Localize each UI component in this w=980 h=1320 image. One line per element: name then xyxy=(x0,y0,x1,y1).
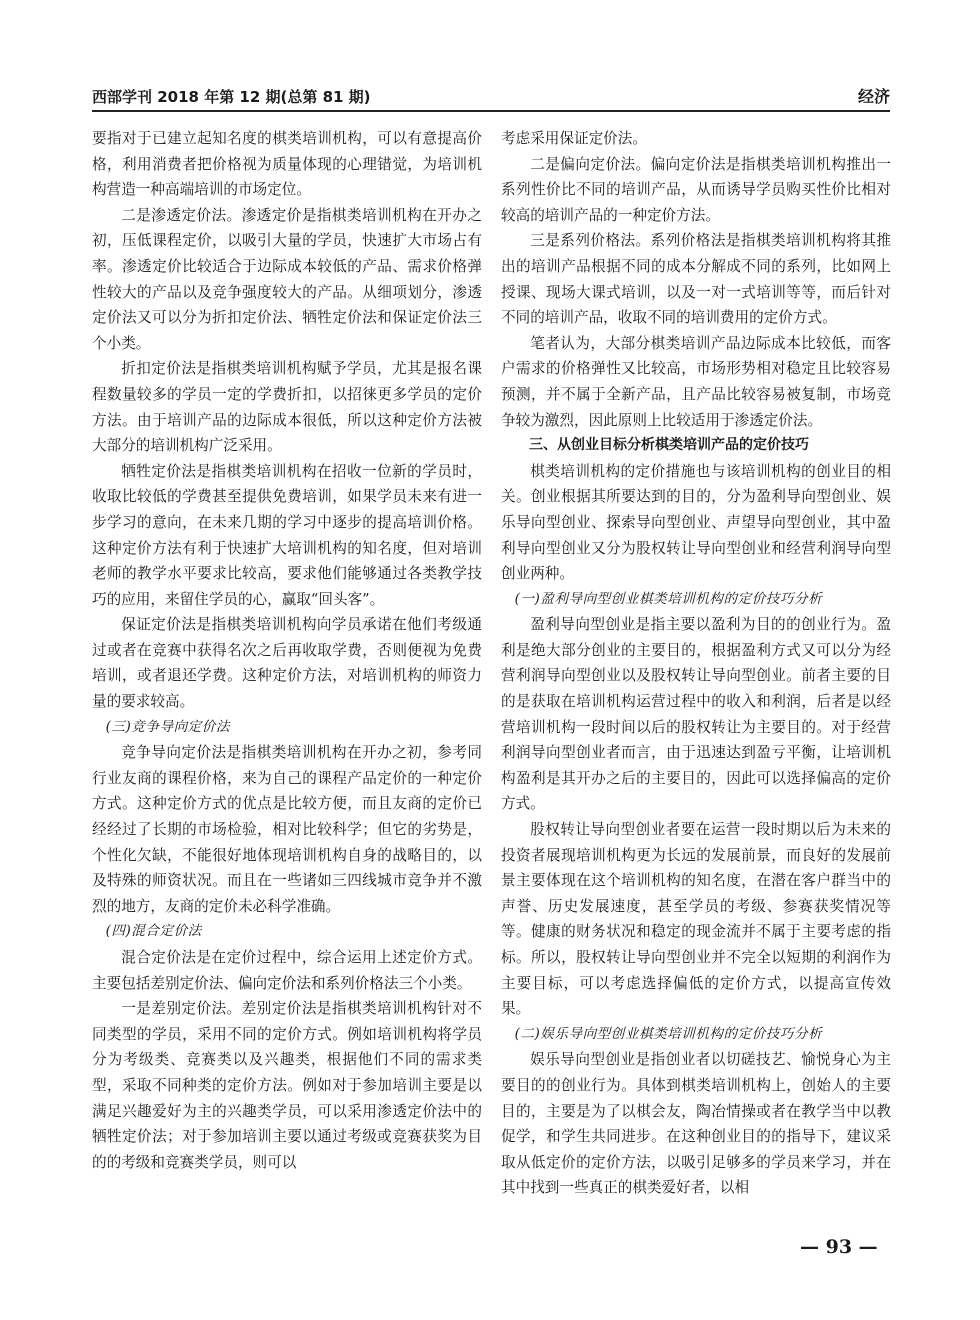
paragraph: 棋类培训机构的定价措施也与该培训机构的创业目的相关。创业根据其所要达到的目的，分为盈利导向型创业、娱乐导向型创业、探索导向型创业、声望导向型创业，其中盈利导向型创业又分为股权转让导向型创业和经营利润导向型创业两种。 xyxy=(501,462,891,583)
running-header xyxy=(92,84,890,112)
paragraph: 混合定价法是在定价过程中，综合运用上述定价方式。主要包括差别定价法、偏向定价法和系列价格法三个小类。 xyxy=(92,949,482,992)
paragraph: 竞争导向定价法是指棋类培训机构在开办之初，参考同行业友商的课程价格，来为自己的课程产品定价的一种定价方式。这种定价方式的优点是比较方便，而且友商的定价已经经过了长期的市场检验，相对比较科学；但它的劣势是，个性化欠缺，不能很好地体现培训机构自身的战略目的，以及特殊的师资状况。而且在一些诸如三四线城市竞争并不激烈的地方，友商的定价未必科学准确。 xyxy=(92,744,482,915)
subsection-heading: (三)竞争导向定价法 xyxy=(105,718,230,735)
page-number: — 93 — xyxy=(800,1236,878,1258)
paragraph: 牺牲定价法是指棋类培训机构在招收一位新的学员时，收取比较低的学费甚至提供免费培训，如果学员未来有进一步学习的意向，在未来几期的学习中逐步的提高培训价格。这种定价方法有利于快速扩大培训机构的知名度，但对培训老师的教学水平要求比较高，要求他们能够通过各类教学技巧的应用，来留住学员的心，赢取“回头客”。 xyxy=(92,462,482,608)
subsection-heading: (二)娱乐导向型创业棋类培训机构的定价技巧分析 xyxy=(514,1025,823,1042)
paragraph-continuation: 要指对于已建立起知名度的棋类培训机构，可以有意提高价格，利用消费者把价格视为质量体现的心理错觉，为培训机构营造一种高端培训的市场定位。 xyxy=(92,130,482,199)
right-column xyxy=(501,126,891,1201)
section-label: 经济 xyxy=(857,87,890,106)
paragraph: 折扣定价法是指棋类培训机构赋予学员，尤其是报名课程数量较多的学员一定的学费折扣，以招徕更多学员的定价方法。由于培训产品的边际成本很低，所以这种定价方法被大部分的培训机构广泛采用。 xyxy=(92,360,482,455)
journal-title: 西部学刊 2018 年第 12 期(总第 81 期) xyxy=(92,88,371,106)
paragraph: 盈利导向型创业是指主要以盈利为目的的创业行为。盈利是绝大部分创业的主要目的，根据盈利方式又可以分为经营利润导向型创业以及股权转让导向型创业。前者主要的目的是获取在培训机构运营过程中的收入和利润，后者是以经营培训机构一段时间以后的股权转让为主要目的。对于经营利润导向型创业者而言，由于迅速达到盈亏平衡，让培训机构盈利是其开办之后的主要目的，因此可以选择偏高的定价方式。 xyxy=(501,616,891,813)
paragraph: 笔者认为，大部分棋类培训产品边际成本比较低，而客户需求的价格弹性又比较高，市场形势相对稳定且比较容易预测，并不属于全新产品，且产品比较容易被复制，市场竞争较为激烈，因此原则上比较适用于渗透定价法。 xyxy=(501,334,891,429)
subsection-heading: (四)混合定价法 xyxy=(105,923,202,940)
paragraph: 三是系列价格法。系列价格法是指棋类培训机构将其推出的培训产品根据不同的成本分解成不同的系列，比如网上授课、现场大课式培训，以及一对一式培训等等，而后针对不同的培训产品，收取不同的培训费用的定价方式。 xyxy=(501,232,891,327)
paragraph: 娱乐导向型创业是指创业者以切磋技艺、愉悦身心为主要目的的创业行为。具体到棋类培训机构上，创始人的主要目的，主要是为了以棋会友，陶冶情操或者在教学当中以教促学，和学生共同进步。在这种创业目的的指导下，建议采取从低定价的定价方法，以吸引足够多的学员来学习，并在其中找到一些真正的棋类爱好者，以相 xyxy=(501,1051,891,1197)
paragraph: 一是差别定价法。差别定价法是指棋类培训机构针对不同类型的学员，采用不同的定价方式。例如培训机构将学员分为考级类、竞赛类以及兴趣类，根据他们不同的需求类型，采取不同种类的定价方法。例如对于参加培训主要是以满足兴趣爱好为主的兴趣类学员，可以采用渗透定价法中的牺牲定价法；对于参加培训主要以通过考级或竞赛获奖为目的的考级和竞赛类学员，则可以 xyxy=(92,1000,482,1171)
paragraph-continuation: 考虑采用保证定价法。 xyxy=(501,130,647,147)
paragraph: 二是渗透定价法。渗透定价是指棋类培训机构在开办之初，压低课程定价，以吸引大量的学员，快速扩大市场占有率。渗透定价比较适合于边际成本较低的产品、需求价格弹性较大的产品以及竞争强度较大的产品。从细项划分，渗透定价法又可以分为折扣定价法、牺牲定价法和保证定价法三个小类。 xyxy=(92,206,482,352)
paragraph: 保证定价法是指棋类培训机构向学员承诺在他们考级通过或者在竞赛中获得名次之后再收取学费，否则便视为免费培训，或者退还学费。这种定价方法，对培训机构的师资力量的要求较高。 xyxy=(92,616,482,711)
section-heading: 三、从创业目标分析棋类培训产品的定价技巧 xyxy=(529,437,809,454)
subsection-heading: (一)盈利导向型创业棋类培训机构的定价技巧分析 xyxy=(514,590,823,607)
left-column xyxy=(92,126,482,1175)
paragraph: 股权转让导向型创业者要在运营一段时期以后为未来的投资者展现培训机构更为长远的发展前景，而良好的发展前景主要体现在这个培训机构的知名度，在潜在客户群当中的声誉、历史发展速度，甚至学员的考级、参赛获奖情况等等。健康的财务状况和稳定的现金流并不属于主要考虑的指标。所以，股权转让导向型创业并不完全以短期的利润作为主要目标，可以考虑选择偏低的定价方式，以提高宣传效果。 xyxy=(501,821,891,1018)
paragraph: 二是偏向定价法。偏向定价法是指棋类培训机构推出一系列性价比不同的培训产品，从而诱导学员购买性价比相对较高的培训产品的一种定价方法。 xyxy=(501,155,891,224)
